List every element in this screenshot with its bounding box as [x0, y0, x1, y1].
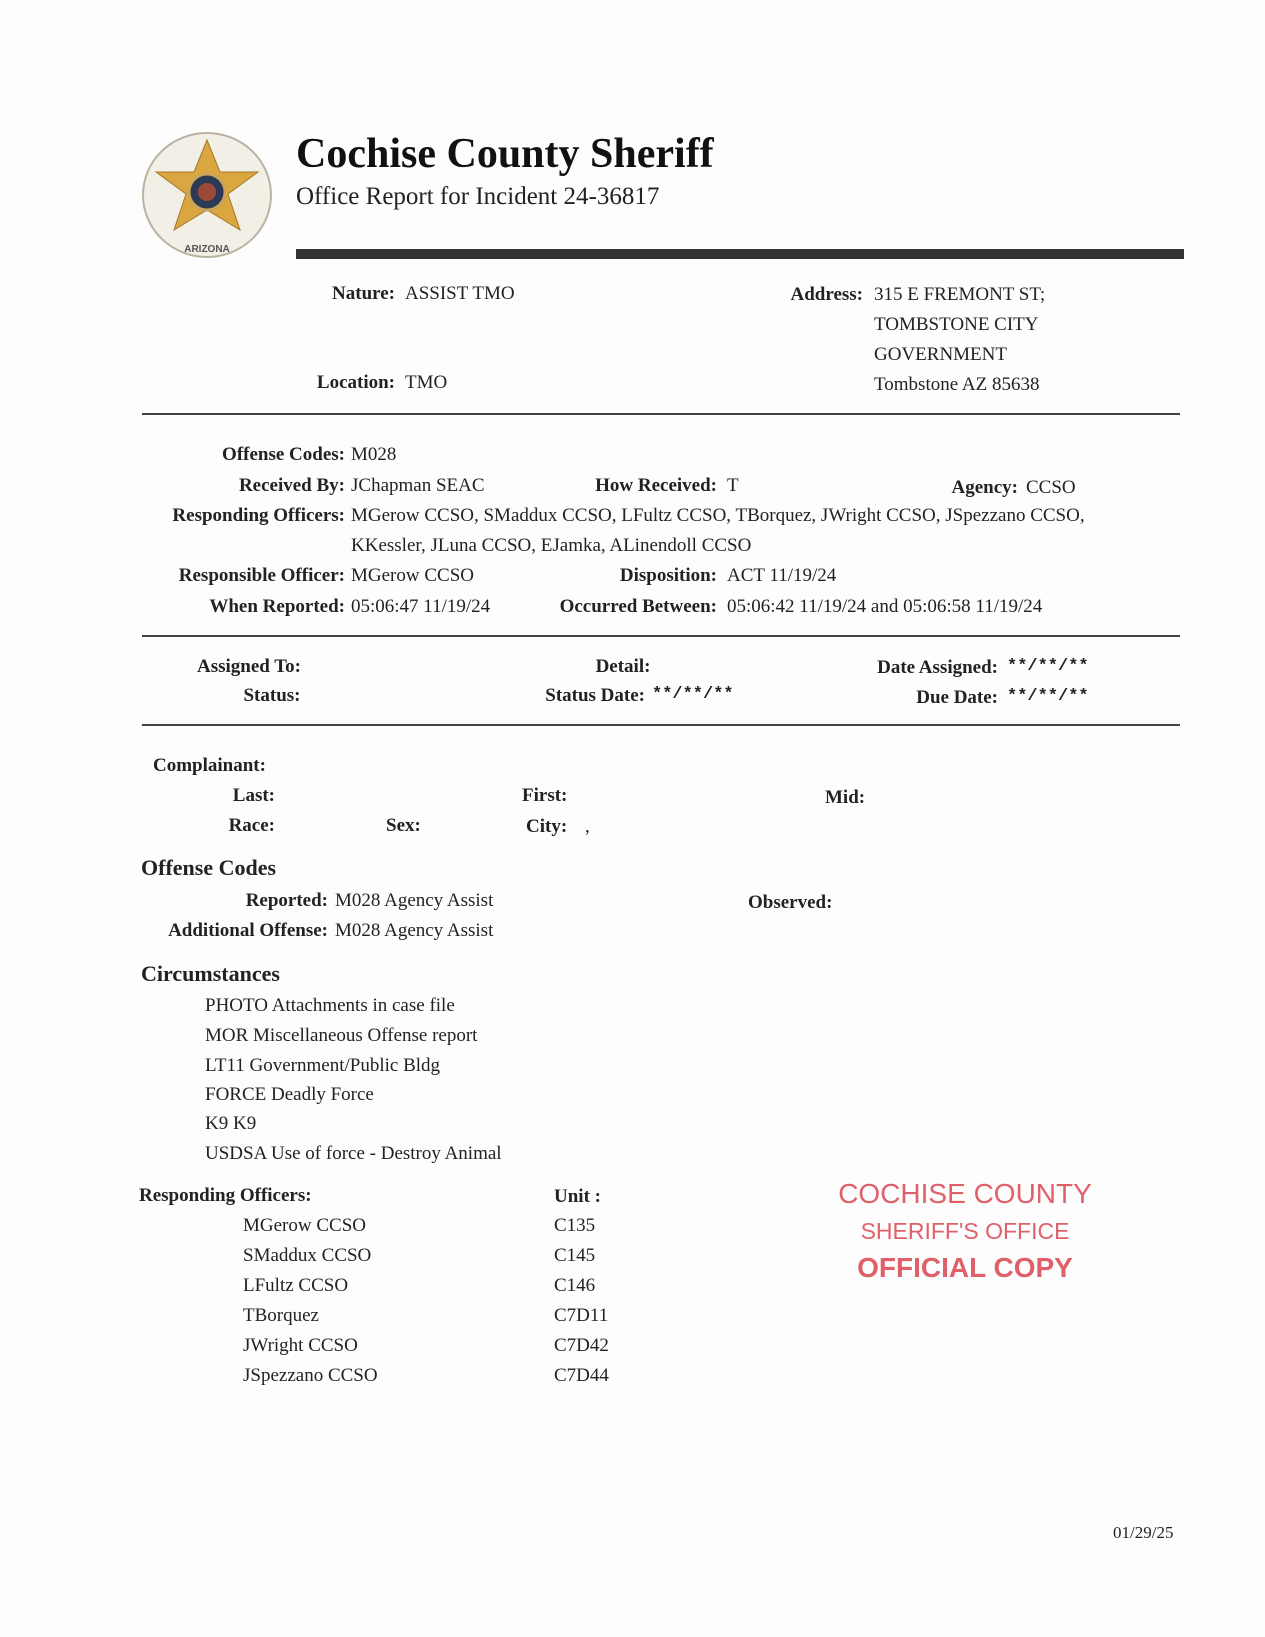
detail-label: Detail: [595, 656, 651, 677]
circumstance-item: LT11 Government/Public Bldg [205, 1055, 441, 1076]
divider [142, 635, 1180, 637]
official-copy-stamp: OFFICIAL COPY [857, 1252, 1073, 1283]
sex-label: Sex: [386, 815, 421, 836]
svg-text:ARIZONA: ARIZONA [184, 244, 230, 255]
officer-unit: C146 [554, 1275, 596, 1296]
report-title: Cochise County Sheriff [296, 131, 714, 177]
race-label: Race: [228, 815, 275, 836]
responsible-officer-value: MGerow CCSO [351, 565, 474, 586]
header-bar [296, 249, 1184, 259]
received-by-label: Received By: [238, 475, 345, 496]
official-copy-stamp: SHERIFF'S OFFICE [860, 1218, 1070, 1244]
officer-unit: C7D11 [554, 1305, 609, 1326]
responding-officers-label: Responding Officers: [172, 505, 345, 526]
print-date: 01/29/25 [1113, 1523, 1174, 1542]
officer-name: LFultz CCSO [243, 1275, 349, 1296]
when-reported-value: 05:06:47 11/19/24 [351, 596, 491, 617]
circumstances-heading: Circumstances [141, 961, 280, 986]
assigned-to-label: Assigned To: [196, 656, 302, 677]
circumstance-item: MOR Miscellaneous Offense report [205, 1025, 478, 1046]
nature-value: ASSIST TMO [405, 283, 515, 304]
due-date-label: Due Date: [916, 687, 998, 708]
offense-codes-value: M028 [351, 444, 397, 465]
location-label: Location: [316, 372, 395, 393]
date-assigned-value: **/**/** [1007, 657, 1089, 676]
responding-officers-value: MGerow CCSO, SMaddux CCSO, LFultz CCSO, TBorquez, JWright CCSO, JSpezzano CCSO, [351, 505, 1085, 526]
status-label: Status: [243, 685, 301, 706]
when-reported-label: When Reported: [209, 596, 345, 617]
responsible-officer-label: Responsible Officer: [178, 565, 345, 586]
date-assigned-label: Date Assigned: [877, 657, 998, 678]
occurred-between-label: Occurred Between: [559, 596, 717, 617]
responding-officers-value: KKessler, JLuna CCSO, EJamka, ALinendoll CCSO [351, 535, 752, 556]
divider [142, 724, 1180, 726]
reported-label: Reported: [245, 890, 328, 911]
additional-offense-label: Additional Offense: [168, 920, 328, 941]
officer-name: SMaddux CCSO [243, 1245, 372, 1266]
reported-value: M028 Agency Assist [335, 890, 494, 911]
officer-name: JSpezzano CCSO [243, 1365, 378, 1386]
location-value: TMO [405, 372, 448, 393]
address-line: Tombstone AZ 85638 [874, 374, 1040, 395]
unit-heading: Unit : [554, 1186, 601, 1207]
officer-unit: C7D42 [554, 1335, 609, 1356]
complainant-heading: Complainant: [153, 755, 266, 776]
additional-offense-value: M028 Agency Assist [335, 920, 494, 941]
address-line: 315 E FREMONT ST; [874, 284, 1046, 305]
officer-name: TBorquez [243, 1305, 319, 1326]
officer-name: JWright CCSO [243, 1335, 358, 1356]
report-subtitle: Office Report for Incident 24-36817 [296, 183, 660, 210]
disposition-value: ACT 11/19/24 [727, 565, 837, 586]
official-copy-stamp: COCHISE COUNTY [838, 1178, 1092, 1209]
mid-label: Mid: [825, 787, 866, 808]
first-label: First: [522, 785, 568, 806]
circumstance-item: PHOTO Attachments in case file [205, 995, 455, 1016]
observed-label: Observed: [748, 892, 833, 913]
disposition-label: Disposition: [619, 565, 717, 586]
due-date-value: **/**/** [1007, 687, 1089, 706]
last-label: Last: [232, 785, 275, 806]
city-label: City: [526, 816, 568, 837]
nature-label: Nature: [332, 283, 395, 304]
offense-codes-label: Offense Codes: [222, 444, 345, 465]
how-received-value: T [727, 475, 739, 496]
officer-unit: C7D44 [554, 1365, 609, 1386]
divider [142, 413, 1180, 415]
address-label: Address: [790, 284, 863, 305]
circumstance-item: K9 K9 [205, 1113, 257, 1134]
city-value: , [585, 816, 590, 837]
circumstance-item: FORCE Deadly Force [205, 1084, 374, 1105]
offense-codes-heading: Offense Codes [141, 855, 277, 880]
officers-heading: Responding Officers: [139, 1185, 312, 1206]
occurred-between-value: 05:06:42 11/19/24 and 05:06:58 11/19/24 [727, 596, 1043, 617]
sheriff-badge-logo [140, 130, 275, 260]
how-received-label: How Received: [595, 475, 717, 496]
officer-unit: C135 [554, 1215, 596, 1236]
address-line: GOVERNMENT [874, 344, 1007, 365]
received-by-value: JChapman SEAC [351, 475, 485, 496]
status-date-value: **/**/** [652, 685, 734, 704]
circumstance-item: USDSA Use of force - Destroy Animal [205, 1143, 502, 1164]
agency-label: Agency: [951, 477, 1018, 498]
status-date-label: Status Date: [545, 685, 645, 706]
address-line: TOMBSTONE CITY [874, 314, 1039, 335]
officer-unit: C145 [554, 1245, 596, 1266]
agency-value: CCSO [1026, 477, 1076, 498]
officer-name: MGerow CCSO [243, 1215, 366, 1236]
